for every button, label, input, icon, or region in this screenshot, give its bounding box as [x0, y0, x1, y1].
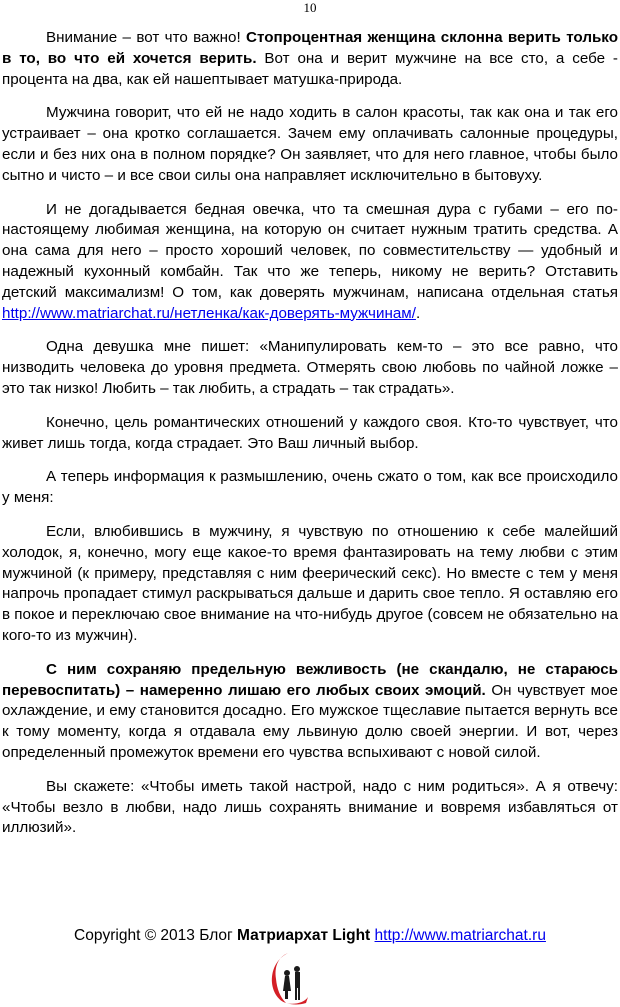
paragraph-3 — [2, 200, 618, 325]
blog-logo-icon — [270, 951, 310, 1005]
paragraph-8-bold: С ним сохраняю предельную вежливость (не скандалю, не стараюсь перевоспитать) – намеренно лишаю его любых своих эмоций. — [2, 660, 618, 699]
paragraph-8 — [2, 660, 618, 764]
paragraph-1-intro: Внимание – вот что важно! — [46, 29, 247, 46]
paragraph-3-end: . — [415, 304, 421, 322]
page-number: 10 — [303, 0, 317, 15]
paragraph-1-bold: Стопроцентная женщина склонна верить только в то, во что ей хочется верить. — [2, 29, 618, 67]
logo-figure-man-leg-left — [295, 988, 297, 1000]
paragraph-3-text: И не догадывается бедная овечка, что та смешная дура с губами – его по-настоящему любимая женщина, на которую он считает нужным тратить средства. А она сама для него – просто хороший человек, по совместительству — удобный и надежный кухонный комбайн. Так что же теперь, никому не верить? Отставить детский максимализм! О том, как доверять мужчинам, написана отдельная статья — [2, 200, 618, 301]
logo-figure-woman-body — [283, 976, 291, 991]
article-body — [2, 28, 618, 852]
paragraph-6: А теперь информация к размышлению, очень сжато о том, как все происходило у меня: — [2, 468, 618, 507]
paragraph-7: Если, влюбившись в мужчину, я чувствую по отношению к себе малейший холодок, я, конечно, могу еще какое-то время фантазировать на тему любви с этим мужчиной (к примеру, представляя с ним феерический секс). Но вместе с тем у меня напрочь пропадает стимул раскрываться дальше и дарить свое тепло. Я оставляю его в покое и переключаю свое внимание на что-нибудь другое (совсем не обязательно на кого-то из мужчин). — [2, 522, 618, 644]
paragraph-2: Мужчина говорит, что ей не надо ходить в салон красоты, так как она и так его устраивает – она кротко соглашается. Зачем ему оплачивать салонные процедуры, если и без них она в полном порядке? Он заявляет, что для него главное, чтобы было сытно и чисто – и все свои силы она направляет исключительно в бытовуху. — [2, 104, 618, 184]
footer-site-link[interactable]: http://www.matriarchat.ru — [374, 927, 546, 944]
paragraph-1 — [2, 28, 618, 90]
footer-copyright: Copyright © 2013 Блог — [74, 927, 238, 944]
logo-figure-woman-leg — [285, 991, 288, 999]
logo-figure-man-leg-right — [298, 988, 300, 1000]
logo-figure-woman-head — [284, 970, 290, 976]
paragraph-9: Вы скажете: «Чтобы иметь такой настрой, надо с ним родиться». А я отвечу: «Чтобы везло в любви, надо лишь сохранять внимание и вовремя избавляться от иллюзий». — [2, 777, 618, 837]
footer-blog-name: Матриархат Light — [237, 927, 371, 944]
logo-figure-man-head — [294, 966, 300, 972]
article-link[interactable]: http://www.matriarchat.ru/нетленка/как-доверять-мужчинам/ — [2, 304, 416, 322]
paragraph-8-rest: Он чувствует мое охлаждение, и ему становится досадно. Его мужское тщеславие пытается вернуть все к тому моменту, когда я отдавала ему львиную долю своей энергии. И вот, через определенный промежуток времени его чувства вспыхивают с новой силой. — [2, 681, 618, 761]
paragraph-4: Одна девушка мне пишет: «Манипулировать кем-то – это все равно, что низводить человека до уровня предмета. Отмерять свою любовь по чайной ложке – это так низко! Любить – так любить, а страдать – так страдать». — [2, 338, 618, 397]
logo-figure-man-body — [295, 972, 300, 988]
footer — [0, 926, 620, 946]
paragraph-5: Конечно, цель романтических отношений у каждого своя. Кто-то чувствует, что живет лишь тогда, когда страдает. Это Ваш личный выбор. — [2, 413, 618, 452]
paragraph-1-rest: Вот она и верит мужчине на все сто, а себе - процента на два, как ей нашептывает матушка-природа. — [2, 49, 618, 88]
